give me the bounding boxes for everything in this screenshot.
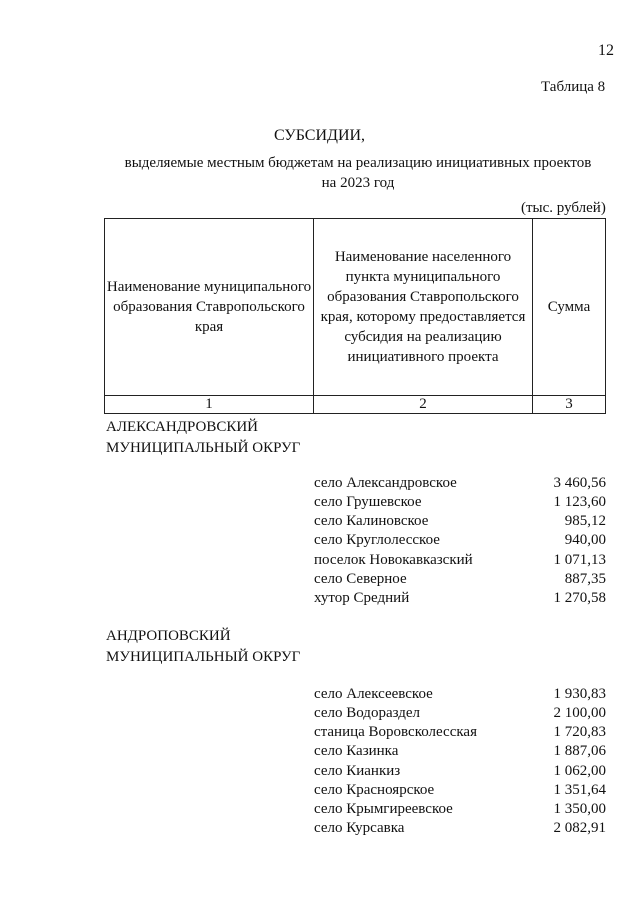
settlement-name: село Крымгиреевское	[314, 801, 453, 817]
subsidy-amount: 1 350,00	[553, 801, 606, 817]
settlement-name: хутор Средний	[314, 590, 410, 606]
group-title-line-2: МУНИЦИПАЛЬНЫЙ ОКРУГ	[106, 440, 301, 456]
header-row	[105, 219, 606, 396]
group-title-line-2: МУНИЦИПАЛЬНЫЙ ОКРУГ	[106, 649, 301, 665]
subsidy-amount: 2 100,00	[553, 705, 606, 721]
subtitle-line-2: на 2023 год	[321, 175, 395, 191]
settlement-name: село Казинка	[314, 743, 399, 759]
subsidy-amount: 1 887,06	[553, 743, 606, 759]
column-header-settlement: Наименование населенного пункта муниципального образования Ставропольского края, которому предоставляется субсидия на реализацию инициативного проекта	[314, 219, 533, 396]
subsidy-amount: 1 062,00	[553, 763, 606, 779]
units-label: (тыс. рублей)	[521, 200, 606, 216]
settlement-name: село Северное	[314, 571, 407, 587]
subtitle-line-1: выделяемые местным бюджетам на реализацию инициативных проектов	[124, 155, 592, 171]
column-number-1: 1	[105, 396, 314, 414]
settlement-name: село Водораздел	[314, 705, 421, 721]
settlement-name: село Калиновское	[314, 513, 429, 529]
subsidy-amount: 887,35	[564, 571, 606, 587]
subsidy-amount: 1 930,83	[553, 686, 606, 702]
column-number-row	[105, 396, 606, 414]
page-number: 12	[598, 42, 614, 59]
subsidy-amount: 1 351,64	[553, 782, 606, 798]
settlement-name: станица Воровсколесская	[314, 724, 477, 740]
settlement-name: поселок Новокавказский	[314, 552, 473, 568]
subsidy-amount: 2 082,91	[553, 820, 606, 836]
subsidy-amount: 940,00	[564, 532, 606, 548]
settlement-name: село Александровское	[314, 475, 457, 491]
subsidy-amount: 1 720,83	[553, 724, 606, 740]
settlement-name: село Кианкиз	[314, 763, 401, 779]
settlement-name: село Круглолесское	[314, 532, 440, 548]
group-title-andropovsky	[106, 626, 300, 668]
subsidy-amount: 1 071,13	[553, 552, 606, 568]
subsidy-table-header	[104, 218, 606, 414]
settlement-name: село Грушевское	[314, 494, 422, 510]
settlement-name: село Красноярское	[314, 782, 435, 798]
document-subtitle	[118, 153, 598, 193]
settlement-name: село Курсавка	[314, 820, 405, 836]
subsidy-amount: 1 270,58	[553, 590, 606, 606]
group-title-line-1: АНДРОПОВСКИЙ	[106, 628, 231, 644]
table-label: Таблица 8	[541, 79, 606, 95]
column-header-amount: Сумма	[533, 219, 606, 396]
column-number-3: 3	[533, 396, 606, 414]
column-number-2: 2	[314, 396, 533, 414]
subsidy-amount: 1 123,60	[553, 494, 606, 510]
column-header-municipality: Наименование муниципального образования Ставропольского края	[105, 219, 314, 396]
document-title: СУБСИДИИ,	[273, 127, 366, 144]
subsidy-amount: 3 460,56	[553, 475, 606, 491]
group-title-aleksandrovsky	[106, 417, 300, 459]
settlement-name: село Алексеевское	[314, 686, 433, 702]
group-title-line-1: АЛЕКСАНДРОВСКИЙ	[106, 419, 258, 435]
subsidy-amount: 985,12	[564, 513, 606, 529]
